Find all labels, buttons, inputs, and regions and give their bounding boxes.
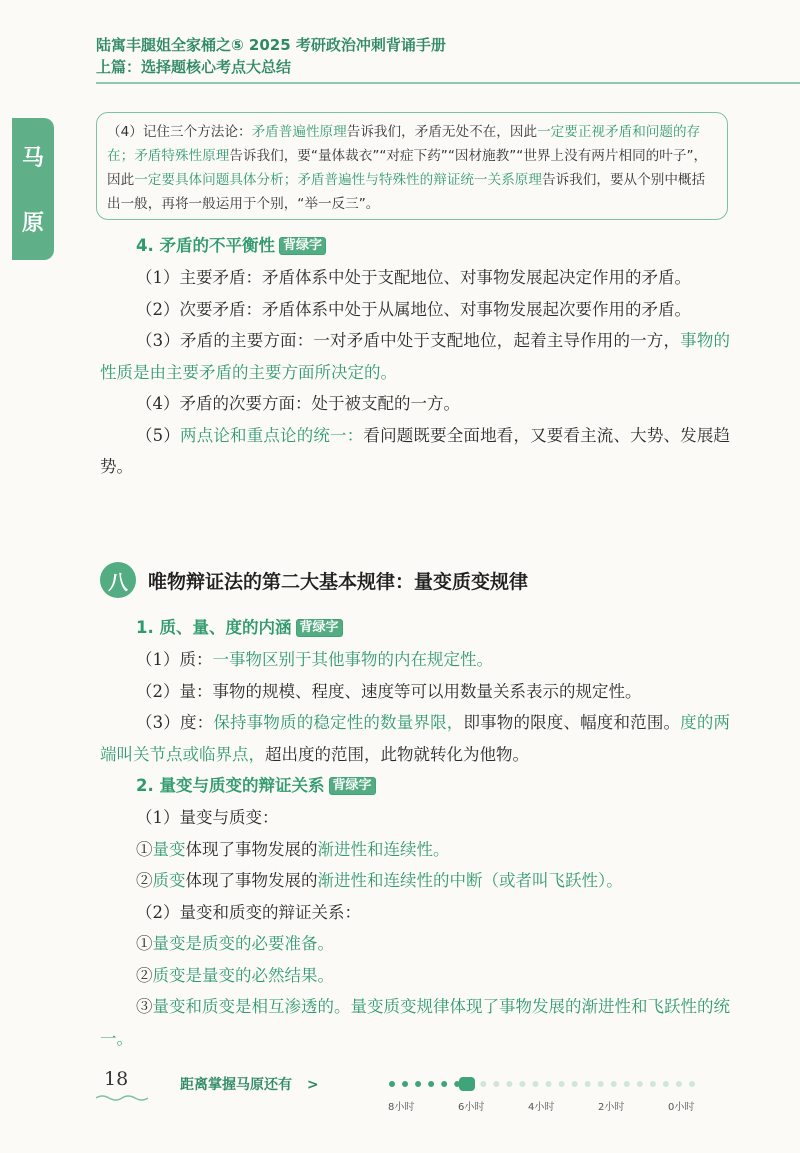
progress-dot xyxy=(428,1081,434,1087)
section-number-badge: 八 xyxy=(100,562,136,598)
progress-dot xyxy=(637,1081,643,1087)
sub2-title: 2. 量变与质变的辩证关系 xyxy=(136,776,325,795)
callout-green-5: 矛盾普遍性与特殊性的辩证统一关系原理 xyxy=(297,172,542,188)
page-number: 18 xyxy=(104,1068,129,1090)
memorize-badge: 背绿字 xyxy=(329,777,376,795)
gradualness: 渐进性和连续性。 xyxy=(317,839,450,859)
progress-dot xyxy=(676,1081,682,1087)
sub1-title: 1. 质、量、度的内涵 xyxy=(136,618,292,637)
chapter-side-tab xyxy=(12,118,54,260)
progress-dot xyxy=(441,1081,447,1087)
tick-label-2: 4小时 xyxy=(528,1102,555,1113)
callout-green-1: 矛盾普遍性原理 xyxy=(251,124,347,140)
sub2-item2a xyxy=(100,928,730,960)
footer-label-text: 距离掌握马原还有 xyxy=(180,1077,292,1093)
tick-label-4: 0小时 xyxy=(668,1102,695,1113)
section-4-content xyxy=(100,230,730,483)
reading-progress-track xyxy=(388,1076,728,1116)
principal-aspect-green: 事物的性质是由主要矛盾的主要方面所决定的。 xyxy=(100,331,730,382)
main-contradiction: （1）主要矛盾：矛盾体系中处于支配地位、对事物发展起决定作用的矛盾。 xyxy=(136,268,691,287)
progress-dot xyxy=(389,1081,395,1087)
sub2-item2b xyxy=(100,960,730,992)
degree-text-1: 即事物的限度、幅度和范围。 xyxy=(463,713,681,732)
inevitable-result: 质变是量变的必然结果。 xyxy=(152,965,334,985)
progress-dot xyxy=(519,1081,525,1087)
necessary-preparation: 量变是质变的必要准备。 xyxy=(152,934,334,953)
principal-aspect xyxy=(100,325,730,388)
callout-green-3: 矛盾特殊性原理 xyxy=(134,148,230,164)
secondary-contradiction: （2）次要矛盾：矛盾体系中处于从属地位、对事物发展起次要作用的矛盾。 xyxy=(136,299,691,319)
progress-dot xyxy=(663,1081,669,1087)
item-text: 体现了事物发展的 xyxy=(185,871,318,890)
progress-dot xyxy=(598,1081,604,1087)
degree-label: （3）度： xyxy=(136,713,214,732)
leap-interruption: 渐进性和连续性的中断（或者叫飞跃性）。 xyxy=(317,871,623,890)
progress-dot xyxy=(493,1081,499,1087)
item-marker: ① xyxy=(136,839,153,859)
memorize-badge: 背绿字 xyxy=(279,237,326,255)
sub2-item2: （2）量变和质变的辩证关系： xyxy=(136,902,361,922)
header-line2: 上篇：选择题核心考点大总结 xyxy=(96,58,292,76)
item-marker: ② xyxy=(136,965,153,985)
two-point-green: 两点论和重点论的统一： xyxy=(180,425,364,445)
secondary-aspect: （4）矛盾的次要方面：处于被支配的一方。 xyxy=(136,394,460,413)
section-8-heading: 唯物辩证法的第二大基本规律：量变质变规律 xyxy=(148,570,529,593)
quality-green: 一事物区别于其他事物的内在规定性。 xyxy=(212,650,493,669)
progress-marker xyxy=(459,1077,475,1091)
tick-label-1: 6小时 xyxy=(458,1102,485,1113)
section-8-title xyxy=(100,562,528,598)
quantitative-change: 量变 xyxy=(152,839,186,859)
side-tab-char2: 原 xyxy=(21,211,44,236)
tick-label-3: 2小时 xyxy=(598,1102,625,1113)
principal-aspect-text: （3）矛盾的主要方面：一对矛盾中处于支配地位，起着主导作用的一方， xyxy=(136,331,681,350)
progress-dots xyxy=(388,1076,728,1096)
mutual-penetration: 量变和质变是相互渗透的。量变质变规律体现了事物发展的渐进性和飞跃性的统一。 xyxy=(100,997,730,1048)
item-marker: ① xyxy=(136,934,153,953)
progress-dot xyxy=(480,1081,486,1087)
degree-green-1: 保持事物质的稳定性的数量界限， xyxy=(213,713,464,732)
progress-dot xyxy=(689,1081,695,1087)
sub2-item2c xyxy=(100,991,730,1054)
quality-def xyxy=(100,644,730,676)
progress-dot xyxy=(611,1081,617,1087)
progress-dot xyxy=(572,1081,578,1087)
callout-green-4: 一定要具体问题具体分析； xyxy=(134,172,298,188)
progress-dot xyxy=(624,1081,630,1087)
two-point-text: 看问题既要全面地看，又要看主流、大势、发展趋势。 xyxy=(100,425,731,476)
header-line1: 陆寓丰腿姐全家桶之⑤ 2025 考研政治冲刺背诵手册 xyxy=(96,36,446,54)
section-8-content xyxy=(100,612,730,1054)
method-callout-box xyxy=(96,112,728,220)
sub2-item1b xyxy=(100,865,730,897)
two-point-num: （5） xyxy=(136,425,181,445)
footer-label xyxy=(180,1074,319,1094)
side-tab-char1: 马 xyxy=(21,146,44,171)
progress-dot xyxy=(506,1081,512,1087)
callout-text-4: 告诉我们，要从个别中概括出一般，再将一般运用于个别，“举一反三”。 xyxy=(107,172,706,212)
callout-green-2: 一定要正视矛盾和问题的存在； xyxy=(107,124,701,164)
item-text: 体现了事物发展的 xyxy=(185,839,318,859)
two-point-theory xyxy=(100,420,730,483)
quantity-def: （2）量：事物的规模、程度、速度等可以用数量关系表示的规定性。 xyxy=(136,681,642,701)
header-rule xyxy=(96,82,800,84)
item-marker: ③ xyxy=(136,997,153,1016)
sub2-item1a xyxy=(100,834,730,866)
degree-green-2: 度的两端叫关节点或临界点， xyxy=(100,713,731,764)
running-header xyxy=(96,34,446,78)
chevron-right-icon: > xyxy=(306,1077,319,1093)
degree-def xyxy=(100,707,730,770)
qualitative-change: 质变 xyxy=(152,871,186,890)
progress-dot xyxy=(585,1081,591,1087)
progress-dot xyxy=(532,1081,538,1087)
sub2-item1: （1）量变与质变： xyxy=(136,808,279,827)
progress-dot xyxy=(650,1081,656,1087)
progress-dot xyxy=(546,1081,552,1087)
sub2-heading xyxy=(136,770,730,802)
sub1-heading xyxy=(136,612,730,644)
degree-text-2: 超出度的范围，此物就转化为他物。 xyxy=(265,744,529,764)
section-4-heading xyxy=(136,230,730,262)
memorize-badge: 背绿字 xyxy=(296,619,343,637)
item-marker: ② xyxy=(136,871,153,890)
callout-text-2: 告诉我们，矛盾无处不在，因此 xyxy=(346,124,538,140)
progress-dot xyxy=(415,1081,421,1087)
tick-label-0: 8小时 xyxy=(388,1102,415,1113)
callout-text-1: （4）记住三个方法论： xyxy=(107,124,252,140)
quality-label: （1）质： xyxy=(136,650,213,669)
section-4-title: 4. 矛盾的不平衡性 xyxy=(136,236,275,255)
progress-dot xyxy=(559,1081,565,1087)
page-number-wave xyxy=(96,1094,148,1102)
callout-text-3: 告诉我们，要“量体裁衣”“对症下药”“因材施教”“世界上没有两片相同的叶子”，因此 xyxy=(107,148,708,188)
progress-dot xyxy=(402,1081,408,1087)
